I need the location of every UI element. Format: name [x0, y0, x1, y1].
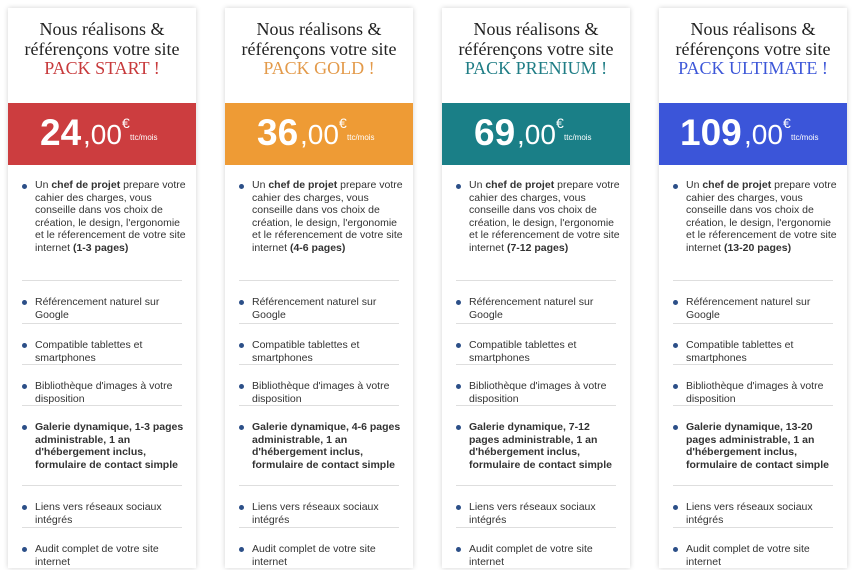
card-header: [225, 8, 413, 103]
price-period: ttc/mois: [564, 133, 592, 142]
bullet-icon: [22, 300, 27, 305]
bullet-icon: [673, 184, 678, 189]
pack-name: PACK GOLD !: [263, 58, 375, 78]
bullet-icon: [22, 184, 27, 189]
pricing-card-start: [8, 8, 196, 568]
price-currency: €: [556, 115, 564, 131]
pricing-card-prenium: [442, 8, 630, 568]
price-currency: €: [339, 115, 347, 131]
bullet-icon: [456, 300, 461, 305]
list-item: Bibliothèque d'images à votre disposition: [442, 365, 630, 406]
header-line-2: référençons votre site: [458, 38, 614, 59]
bullet-icon: [239, 384, 244, 389]
price-period: ttc/mois: [347, 133, 375, 142]
list-item: Audit complet de votre site internet: [442, 528, 630, 570]
price-integer: 24: [40, 112, 82, 153]
price-band: [659, 103, 847, 165]
list-item: Audit complet de votre site internet: [225, 528, 413, 570]
feature-list: [225, 165, 413, 570]
card-header: [442, 8, 630, 103]
price-integer: 36: [257, 112, 299, 153]
bullet-icon: [456, 505, 461, 510]
list-item: Audit complet de votre site internet: [8, 528, 196, 570]
price-decimal: ,00: [300, 119, 339, 150]
price-currency: €: [783, 115, 791, 131]
list-item: Compatible tablettes et smartphones: [442, 324, 630, 365]
price-decimal: ,00: [744, 119, 783, 150]
bullet-icon: [456, 384, 461, 389]
header-line-1: Nous réalisons &: [256, 19, 382, 39]
list-item: Liens vers réseaux sociaux intégrés: [659, 486, 847, 528]
pricing-card-ultimate: [659, 8, 847, 568]
bullet-icon: [673, 300, 678, 305]
list-item: Galerie dynamique, 7-12 pages administrable, 1 an d'hébergement inclus, formulaire de contact simple: [442, 406, 630, 486]
list-item: Un chef de projet prepare votre cahier des charges, vous conseille dans vos choix de création, le design, l'ergonomie et le réferencement de votre site internet (13-20 pages): [659, 165, 847, 281]
list-item: Compatible tablettes et smartphones: [225, 324, 413, 365]
feature-list: [442, 165, 630, 570]
header-line-1: Nous réalisons &: [473, 19, 599, 39]
price-band: [225, 103, 413, 165]
list-item: Liens vers réseaux sociaux intégrés: [8, 486, 196, 528]
list-item: Liens vers réseaux sociaux intégrés: [225, 486, 413, 528]
price-band: [442, 103, 630, 165]
list-item: Référencement naturel sur Google: [225, 281, 413, 324]
header-line-2: référençons votre site: [675, 38, 831, 59]
list-item: Liens vers réseaux sociaux intégrés: [442, 486, 630, 528]
feature-list: [8, 165, 196, 570]
bullet-icon: [239, 505, 244, 510]
bullet-icon: [239, 184, 244, 189]
list-item: Référencement naturel sur Google: [442, 281, 630, 324]
list-item: Galerie dynamique, 13-20 pages administrable, 1 an d'hébergement inclus, formulaire de contact simple: [659, 406, 847, 486]
bullet-icon: [673, 384, 678, 389]
bullet-icon: [673, 505, 678, 510]
price-decimal: ,00: [83, 119, 122, 150]
list-item: Galerie dynamique, 1-3 pages administrable, 1 an d'hébergement inclus, formulaire de contact simple: [8, 406, 196, 486]
bullet-icon: [673, 425, 678, 430]
list-item: Audit complet de votre site internet: [659, 528, 847, 570]
bullet-icon: [456, 343, 461, 348]
bullet-icon: [239, 425, 244, 430]
pack-name: PACK ULTIMATE !: [678, 58, 828, 78]
list-item: Compatible tablettes et smartphones: [8, 324, 196, 365]
price-decimal: ,00: [517, 119, 556, 150]
bullet-icon: [22, 343, 27, 348]
list-item: Bibliothèque d'images à votre disposition: [659, 365, 847, 406]
price-integer: 109: [680, 112, 742, 153]
list-item: Bibliothèque d'images à votre disposition: [8, 365, 196, 406]
list-item: Un chef de projet prepare votre cahier des charges, vous conseille dans vos choix de création, le design, l'ergonomie et le réferencement de votre site internet (1-3 pages): [8, 165, 196, 281]
bullet-icon: [456, 425, 461, 430]
bullet-icon: [239, 300, 244, 305]
list-item: Référencement naturel sur Google: [659, 281, 847, 324]
list-item: Un chef de projet prepare votre cahier des charges, vous conseille dans vos choix de création, le design, l'ergonomie et le réferencement de votre site internet (7-12 pages): [442, 165, 630, 281]
header-line-2: référençons votre site: [241, 38, 397, 59]
list-item: Un chef de projet prepare votre cahier des charges, vous conseille dans vos choix de création, le design, l'ergonomie et le réferencement de votre site internet (4-6 pages): [225, 165, 413, 281]
list-item: Référencement naturel sur Google: [8, 281, 196, 324]
price-period: ttc/mois: [791, 133, 819, 142]
bullet-icon: [22, 425, 27, 430]
bullet-icon: [22, 384, 27, 389]
pack-name: PACK PRENIUM !: [464, 58, 608, 78]
bullet-icon: [22, 505, 27, 510]
price-band: [8, 103, 196, 165]
header-line-1: Nous réalisons &: [690, 19, 816, 39]
price-period: ttc/mois: [130, 133, 158, 142]
list-item: Bibliothèque d'images à votre disposition: [225, 365, 413, 406]
list-item: Compatible tablettes et smartphones: [659, 324, 847, 365]
pricing-card-gold: [225, 8, 413, 568]
price-integer: 69: [474, 112, 516, 153]
price-currency: €: [122, 115, 130, 131]
pack-name: PACK START !: [44, 58, 160, 78]
list-item: Galerie dynamique, 4-6 pages administrable, 1 an d'hébergement inclus, formulaire de contact simple: [225, 406, 413, 486]
bullet-icon: [239, 343, 244, 348]
card-header: [8, 8, 196, 103]
header-line-2: référençons votre site: [24, 38, 180, 59]
card-header: [659, 8, 847, 103]
feature-list: [659, 165, 847, 570]
bullet-icon: [456, 184, 461, 189]
bullet-icon: [673, 343, 678, 348]
header-line-1: Nous réalisons &: [39, 19, 165, 39]
